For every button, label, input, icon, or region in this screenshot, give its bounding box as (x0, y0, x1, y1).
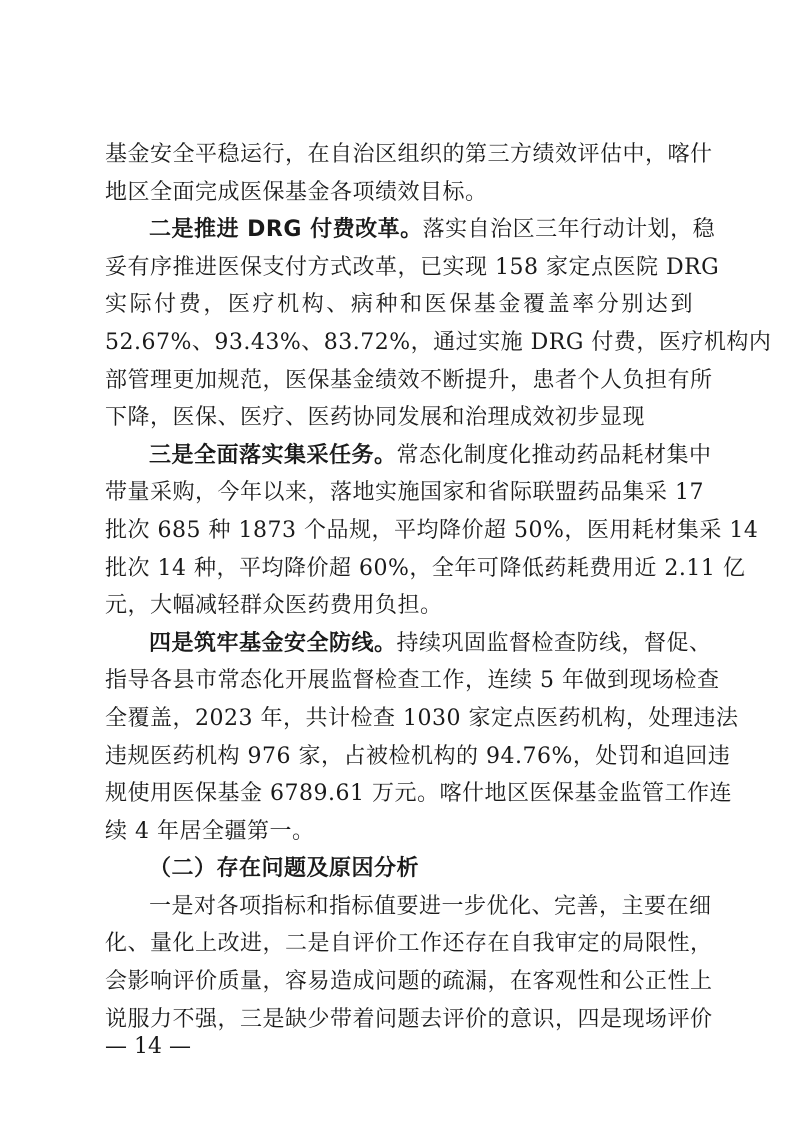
section-heading-text: （二）存在问题及原因分析 (149, 856, 420, 882)
text-line-18: 规使用医保基金 6789.61 万元。喀什地区医保基金监管工作连 (105, 781, 732, 807)
section-heading (105, 850, 693, 888)
text-line-11: 批次 685 种 1873 个品规，平均降价超 50%，医用耗材集采 14 (105, 517, 759, 543)
text-line-10: 带量采购，今年以来，落地实施国家和省际联盟药品集采 17 (105, 480, 704, 506)
paragraph-heading: 二是推进 DRG 付费改革。 (149, 217, 423, 243)
text-line-23: 会影响评价质量，容易造成问题的疏漏，在客观性和公正性上 (105, 969, 713, 995)
text-line-2: 地区全面完成医保基金各项绩效目标。 (105, 179, 488, 205)
text-line-22: 化、量化上改进，二是自评价工作还存在自我审定的局限性， (105, 931, 713, 957)
paragraph-heading: 三是全面落实集采任务。 (149, 442, 397, 468)
text-line-6: 52.67%、93.43%、83.72%，通过实施 DRG 付费，医疗机构内 (105, 329, 772, 355)
text-line-13: 元，大幅减轻群众医药费用负担。 (105, 593, 443, 619)
text-line-7: 部管理更加规范，医保基金绩效不断提升，患者个人负担有所 (105, 367, 713, 393)
paragraph-heading: 四是筑牢基金安全防线。 (149, 630, 397, 656)
text-line-9: 三是全面落实集采任务。常态化制度化推动药品耗材集中 (149, 442, 712, 468)
text-line-4: 妥有序推进医保支付方式改革，已实现 158 家定点医院 DRG (105, 254, 720, 280)
text-line-21: 一是对各项指标和指标值要进一步优化、完善，主要在细 (149, 893, 712, 919)
text-line-8: 下降，医保、医疗、医药协同发展和治理成效初步显现 (105, 405, 646, 431)
text-line-24: 说服力不强，三是缺少带着问题去评价的意识，四是现场评价 (105, 1006, 713, 1032)
text-line-15: 指导各县市常态化开展监督检查工作，连续 5 年做到现场检查 (105, 668, 720, 694)
text-line-14: 四是筑牢基金安全防线。持续巩固监督检查防线，督促、 (149, 630, 712, 656)
text-line-12: 批次 14 种，平均降价超 60%，全年可降低药耗费用近 2.11 亿 (105, 555, 746, 581)
text-line-16: 全覆盖，2023 年，共计检查 1030 家定点医药机构，处理违法 (105, 705, 739, 731)
text-line-1: 基金安全平稳运行，在自治区组织的第三方绩效评估中，喀什 (105, 142, 713, 167)
text-line-19: 续 4 年居全疆第一。 (105, 818, 315, 844)
text-line-5: 实际付费，医疗机构、病种和医保基金覆盖率分别达到 (105, 292, 693, 318)
text-line-3: 二是推进 DRG 付费改革。落实自治区三年行动计划，稳 (149, 217, 716, 243)
text-line-17: 违规医药机构 976 家，占被检机构的 94.76%，处罚和追回违 (105, 743, 731, 769)
body-text (105, 136, 772, 1038)
page-number: — 14 — (105, 1034, 191, 1059)
